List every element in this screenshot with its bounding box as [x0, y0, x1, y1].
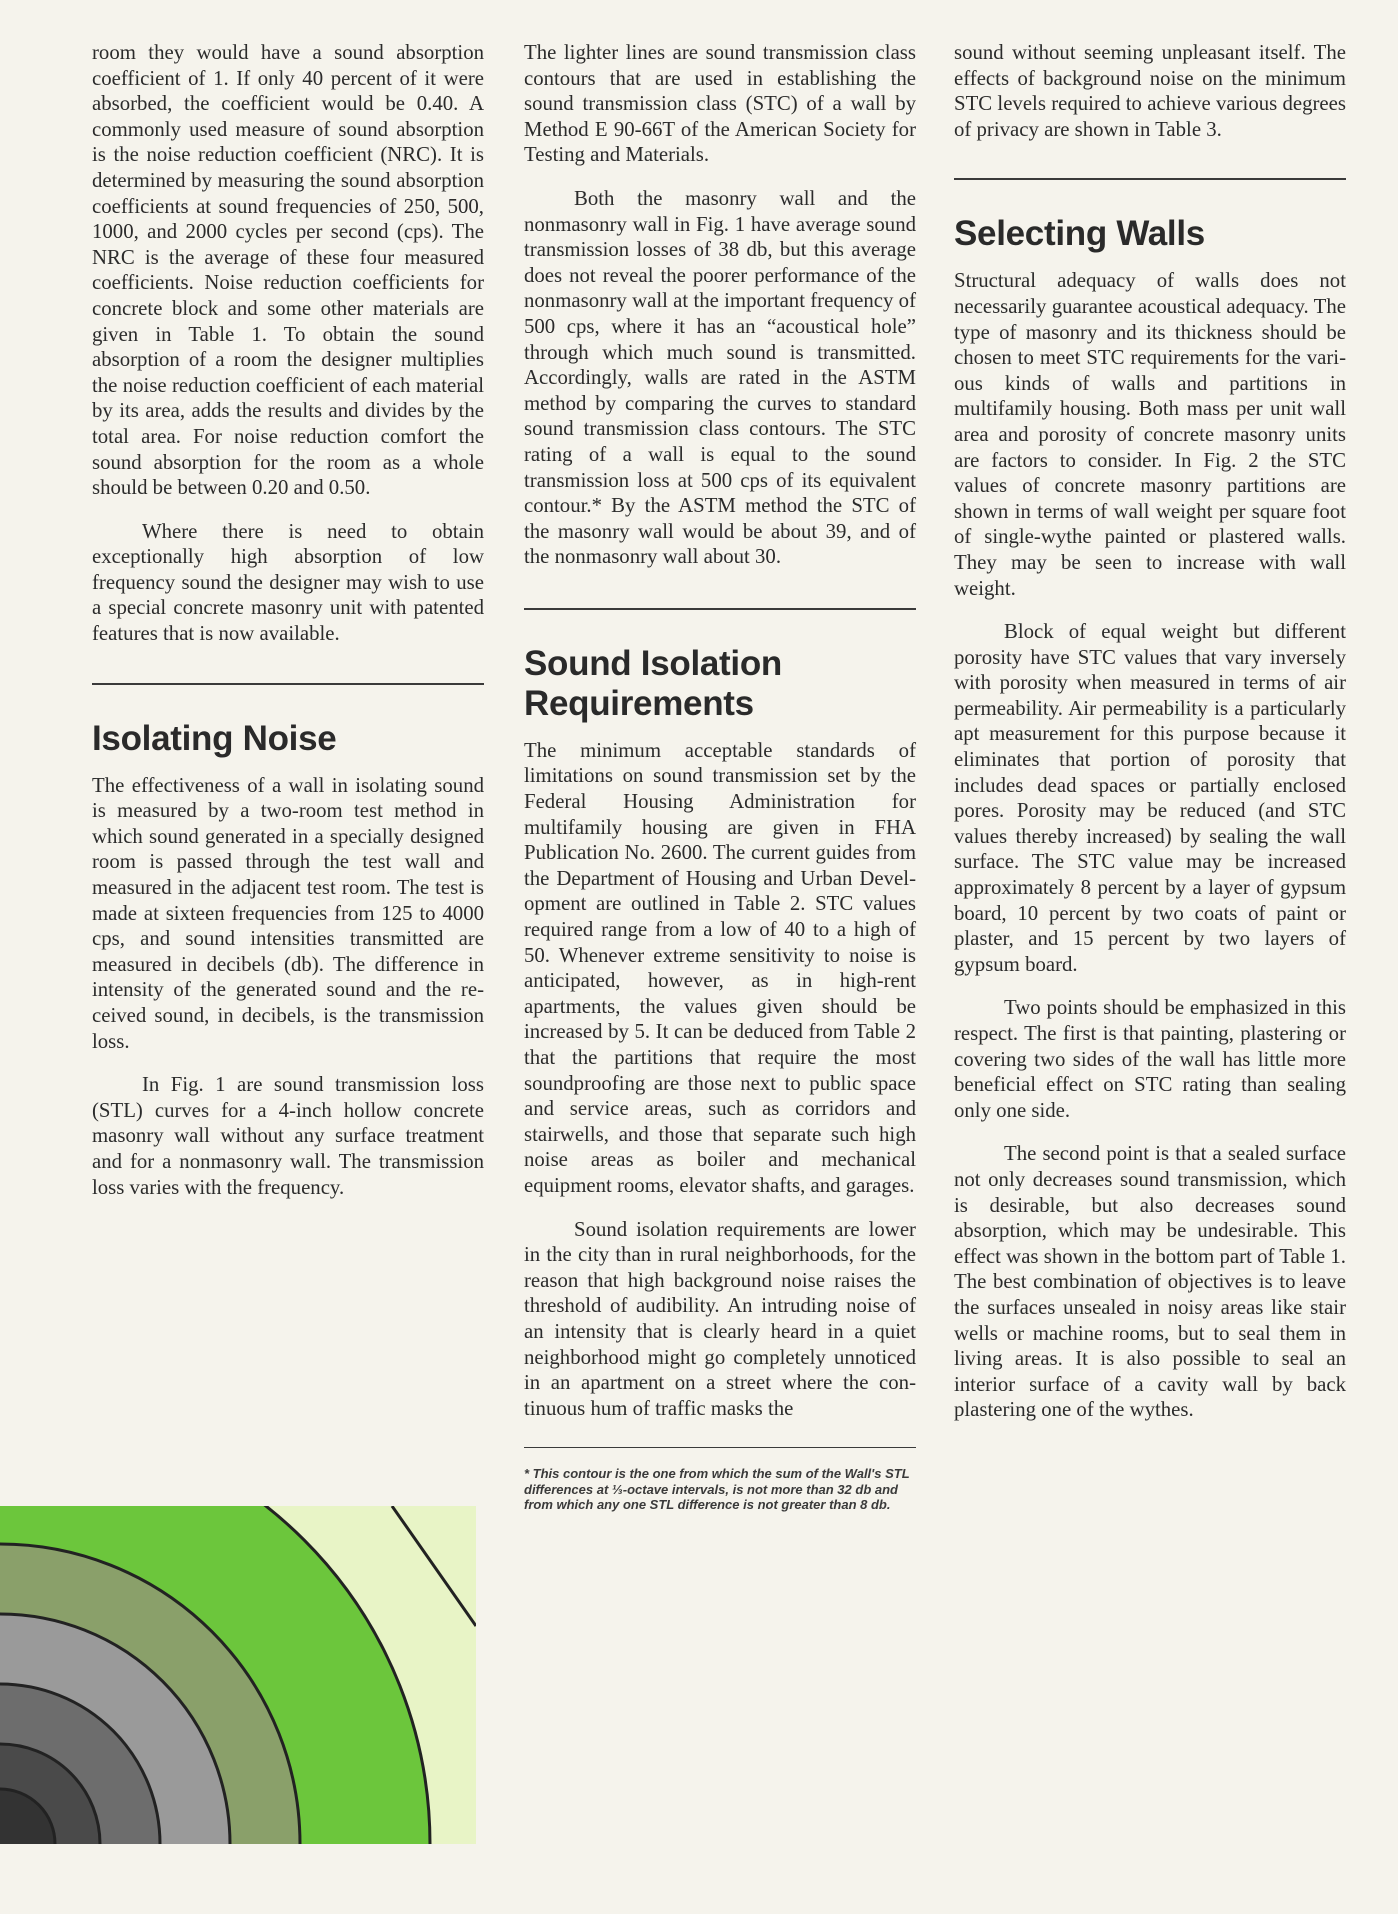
paragraph: Sound isolation requirements are lower in the city than in rural neighborhoods, for the reason that high background noise raises the threshold of audibility. An intruding noise of an intensity that is clearly heard in a quiet neighborhood might go completely unnoticed in an apartment on a street where the continuous hum of traffic masks the [524, 1217, 916, 1420]
paragraph: The lighter lines are sound transmission class contours that are used in establishing the sound transmission class (STC) of a wall by Method E 90-66T of the American Society for Testing and Materials. [524, 41, 916, 167]
section-heading-isolating-noise: Isolating Noise [92, 718, 337, 758]
paragraph: sound without seeming unpleasant itself. The effects of background noise on the minimum STC levels required to achieve various degrees of privacy are shown in Table 3. [954, 41, 1346, 141]
paragraph: Structural adequacy of walls does not necessarily guarantee acoustical adequacy. The type of masonry and its thickness should be chosen to meet STC requirements for the various kinds of walls and partitions in multifamily housing. Both mass per unit wall area and porosity of concrete masonry units are factors to consider. In Fig. 2 the STC values of concrete masonry partitions are shown in terms of wall weight per square foot of single-wythe painted or plastered walls. They may be seen to increase with wall weight. [954, 269, 1346, 600]
paragraph: The second point is that a sealed surface not only decreases sound transmission, which is desirable, but also decreases sound absorption, which may be undesirable. This effect was shown in the bottom part of Table 1. The best combination of objectives is to leave the surfaces unsealed in noisy areas like stair wells or machine rooms, but to seal them in living areas. It is also possible to seal an interior surface of a cavity wall by back plastering one of the wythes. [954, 1142, 1346, 1422]
paragraph: room they would have a sound absorption coefficient of 1. If only 40 percent of it were absorbed, the coefficient would be 0.40. A commonly used measure of sound absorption is the noise reduction coefficient (NRC). It is determined by measuring the sound absorption coefficients at sound frequencies of 250, 500, 1000, and 2000 cycles per second (cps). The NRC is the average of these four measured coefficients. Noise reduction coefficients for concrete block and some other materials are given in Table 1. To obtain the sound absorption of a room the designer multiplies the noise reduction coefficient of each material by its area, adds the results and divides by the total area. For noise reduction comfort the sound absorption for the room as a whole should be between 0.20 and 0.50. [92, 41, 484, 500]
column-3 [954, 40, 1346, 1441]
section-heading-selecting-walls: Selecting Walls [954, 214, 1205, 254]
paragraph: Both the masonry wall and the nonmasonry wall in Fig. 1 have average sound transmission losses of 38 db, but this average does not reveal the poorer performance of the nonmasonry wall at the important frequency of 500 cps, where it has an “acoustical hole” through which much sound is transmitted. Accordingly, walls are rated in the ASTM method by comparing the curves to standard sound transmission class contours. The STC rating of a wall is equal to the sound transmission loss at 500 cps of its equivalent contour.* By the ASTM method the STC of the masonry wall would be about 39, and of the nonmasonry wall about 30. [524, 186, 916, 569]
footnote-divider [524, 1447, 916, 1448]
section-divider [954, 178, 1346, 180]
paragraph: In Fig. 1 are sound transmission loss (STL) curves for a 4-inch hollow concrete masonry wall without any surface treatment and for a nonmasonry wall. The transmission loss varies with the frequency. [92, 1073, 484, 1199]
paragraph: Block of equal weight but different porosity have STC values that vary inversely with porosity when measured in terms of air permeability. Air permeability is a particularly apt measurement for this purpose because it eliminates that portion of porosity that includes dead spaces or partially enclosed pores. Porosity may be reduced (and STC values thereby increased) by sealing the wall surface. The STC value may be increased approximately 8 percent by a layer of gypsum board, 10 percent by two coats of paint or plaster, and 15 percent by two layers of gypsum board. [954, 620, 1346, 976]
section-divider [524, 608, 916, 610]
column-2 [524, 40, 916, 1513]
section-heading-sound-isolation: Sound Isolation Requirements [524, 643, 782, 723]
decorative-arcs-illustration [0, 1506, 476, 1844]
footnote: * This contour is the one from which the sum of the Wall's STL differences at ⅓-octave intervals, is not more than 32 db and from which any one STL difference is not greater than 8 db. [524, 1466, 910, 1513]
column-1 [92, 40, 484, 1218]
paragraph: Two points should be emphasized in this respect. The first is that painting, plastering or covering two sides of the wall has little more beneficial effect on STC rating than sealing only one side. [954, 996, 1346, 1122]
section-divider [92, 683, 484, 685]
paragraph: Where there is need to obtain exceptionally high absorption of low frequency sound the designer may wish to use a special concrete masonry unit with patented features that is now available. [92, 519, 484, 646]
paragraph: The effectiveness of a wall in isolating sound is measured by a two-room test method in which sound generated in a specially designed room is passed through the test wall and measured in the adjacent test room. The test is made at sixteen frequencies from 125 to 4000 cps, and sound intensities transmitted are measured in decibels (db). The difference in intensity of the generated sound and the received sound, in decibels, is the transmission loss. [92, 773, 484, 1053]
paragraph: The minimum acceptable standards of limitations on sound transmission set by the Federal Housing Administration for multifamily housing are given in FHA Publication No. 2600. The current guides from the Department of Housing and Urban Development are outlined in Table 2. STC values required range from a low of 40 to a high of 50. Whenever extreme sensitivity to noise is anticipated, however, as in high-rent apartments, the values given should be increased by 5. It can be deduced from Table 2 that the partitions that require the most soundproofing are those next to public space and service areas, such as corridors and stairwells, and those that separate such high noise areas as boiler and mechanical equipment rooms, elevator shafts, and garages. [524, 738, 916, 1197]
